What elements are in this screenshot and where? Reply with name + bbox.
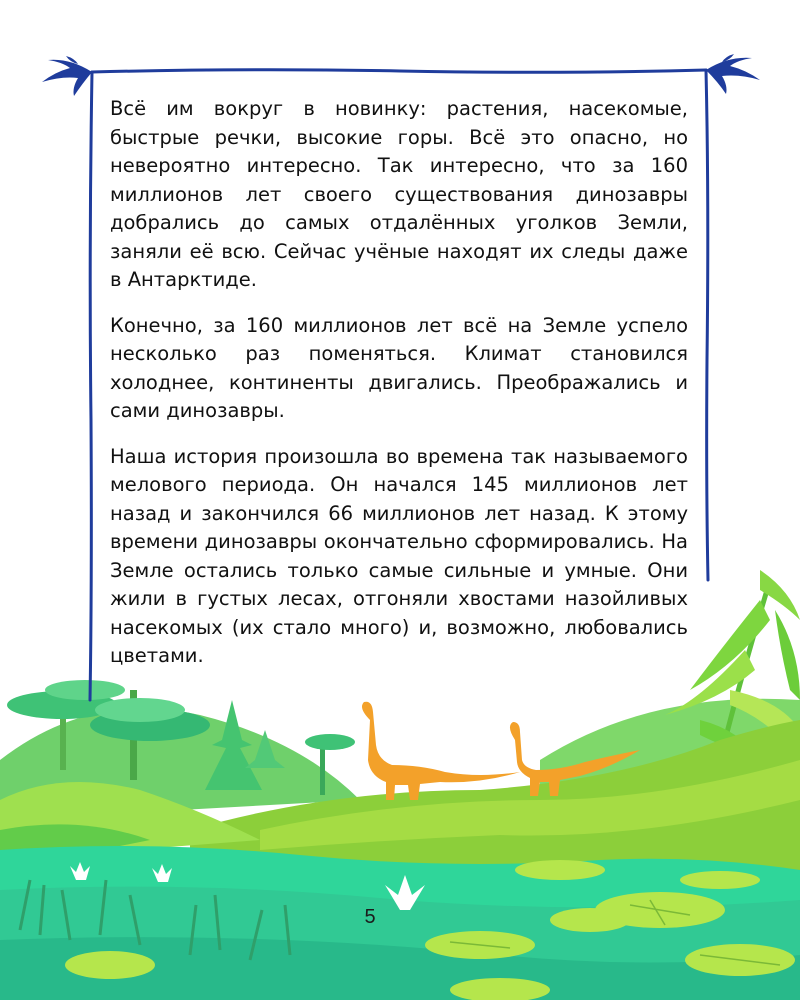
page-number: 5 — [364, 906, 376, 928]
page-text — [110, 95, 688, 688]
paragraph: Наша история произошла во времена так называемого мелового периода. Он начался 145 миллионов лет назад и закончился 66 миллионов лет назад. К этому времени динозавры окончательно сформировались. На Земле остались только самые сильные и умные. Они жили в густых лесах, отгоняли хвостами назойливых насекомых (их стало много) и, возможно, любовались цветами. — [110, 444, 688, 667]
paragraph: Конечно, за 160 миллионов лет всё на Земле успело несколько раз поменяться. Климат становился холоднее, континенты двигались. Преображались и сами динозавры. — [110, 313, 688, 422]
paragraph: Всё им вокруг в новинку: растения, насекомые, быстрые речки, высокие горы. Всё это опасно, но невероятно интересно. Так интересно, что за 160 миллионов лет своего существования динозавры добрались до самых отдалённых уголков Земли, заняли её всю. Сейчас учёные находят их следы даже в Антарктиде. — [110, 97, 688, 291]
